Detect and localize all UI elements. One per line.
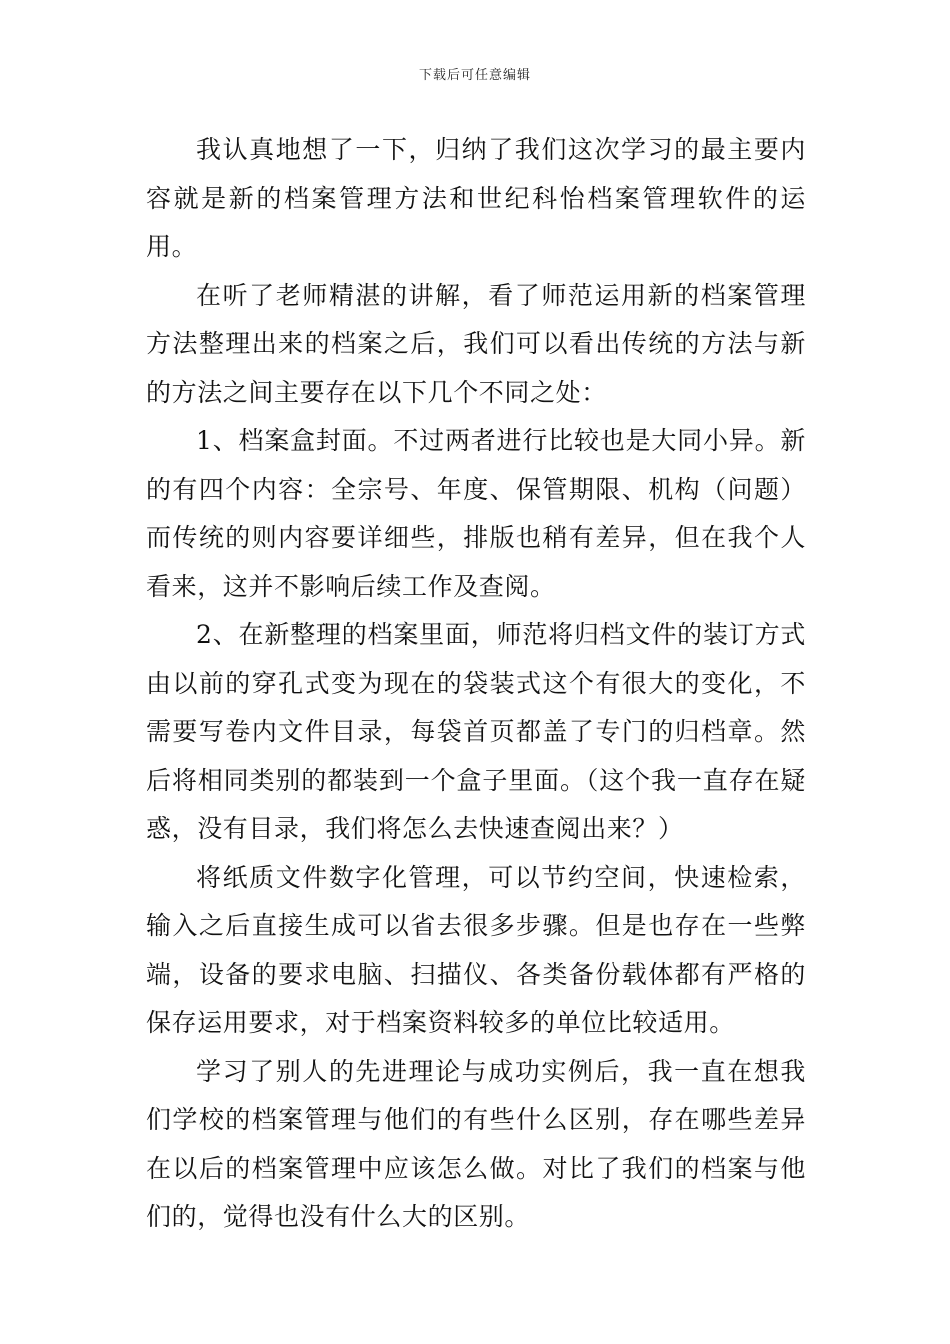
paragraph-1: 我认真地想了一下，归纳了我们这次学习的最主要内容就是新的档案管理方法和世纪科怡档案管理软件的运用。 bbox=[146, 135, 806, 261]
document-body bbox=[146, 126, 806, 1242]
paragraph-4: 2、在新整理的档案里面，师范将归档文件的装订方式由以前的穿孔式变为现在的袋装式这个有很大的变化，不需要写卷内文件目录，每袋首页都盖了专门的归档章。然后将相同类别的都装到一个盒子里面。（这个我一直存在疑惑，没有目录，我们将怎么去快速查阅出来？） bbox=[146, 620, 806, 843]
paragraph-3: 1、档案盒封面。不过两者进行比较也是大同小异。新的有四个内容：全宗号、年度、保管期限、机构（问题）而传统的则内容要详细些，排版也稍有差异，但在我个人看来，这并不影响后续工作及查阅。 bbox=[146, 426, 806, 601]
paragraph-2: 在听了老师精湛的讲解，看了师范运用新的档案管理方法整理出来的档案之后，我们可以看出传统的方法与新的方法之间主要存在以下几个不同之处： bbox=[146, 280, 806, 407]
paragraph-5: 将纸质文件数字化管理，可以节约空间，快速检索，输入之后直接生成可以省去很多步骤。但是也存在一些弊端，设备的要求电脑、扫描仪、各类备份载体都有严格的保存运用要求，对于档案资料较多的单位比较适用。 bbox=[146, 862, 806, 1037]
paragraph-6: 学习了别人的先进理论与成功实例后，我一直在想我们学校的档案管理与他们的有些什么区别，存在哪些差异在以后的档案管理中应该怎么做。对比了我们的档案与他们的，觉得也没有什么大的区别。 bbox=[146, 1056, 806, 1231]
header-note: 下载后可任意编辑 bbox=[418, 68, 531, 83]
